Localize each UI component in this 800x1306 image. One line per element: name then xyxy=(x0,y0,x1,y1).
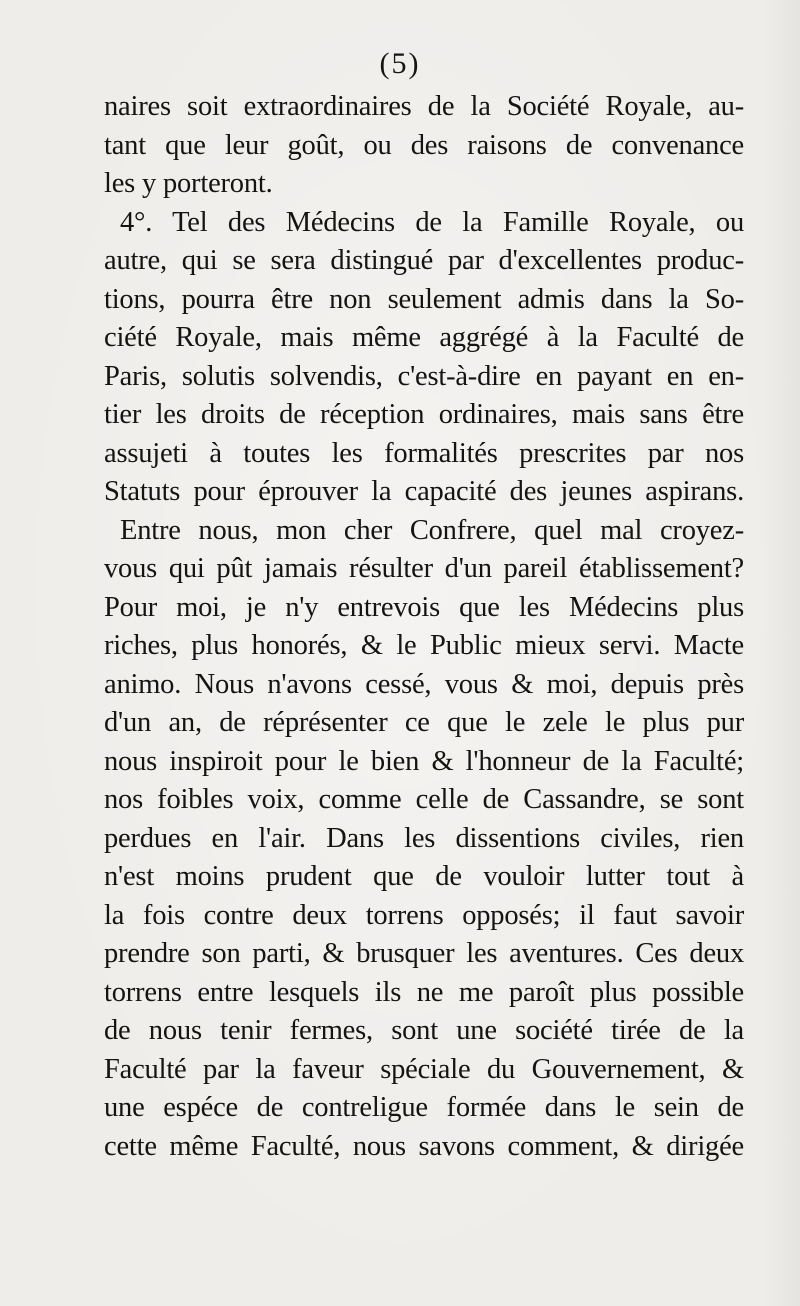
text-line: nous inspiroit pour le bien & l'honneur de la Faculté; xyxy=(104,745,744,777)
page-number: (5) xyxy=(379,47,421,80)
text-line: autre, qui se sera distingué par d'excellentes produc- xyxy=(104,245,744,276)
text-line: Pour moi, je n'y entrevois que les Médecins plus xyxy=(104,591,744,623)
text-line: nos foibles voix, comme celle de Cassandre, se sont xyxy=(104,784,744,815)
text-line: les y porteront. xyxy=(104,168,273,199)
text-line: 4°. Tel des Médecins de la Famille Royale, ou xyxy=(120,206,744,238)
text-line: tant que leur goût, ou des raisons de convenance xyxy=(104,129,744,161)
text-line: animo. Nous n'avons cessé, vous & moi, depuis près xyxy=(104,668,744,700)
text-line: une espéce de contreligue formée dans le sein de xyxy=(104,1092,744,1123)
text-line: de nous tenir fermes, sont une société tirée de la xyxy=(104,1015,744,1046)
text-line: d'un an, de réprésenter ce que le zele le plus pur xyxy=(104,707,744,738)
text-line: naires soit extraordinaires de la Société Royale, au- xyxy=(104,91,744,122)
text-line: Faculté par la faveur spéciale du Gouvernement, & xyxy=(104,1053,744,1085)
text-line: torrens entre lesquels ils ne me paroît plus possible xyxy=(104,976,744,1008)
text-line: vous qui pût jamais résulter d'un pareil établissement? xyxy=(104,553,744,584)
text-line: tier les droits de réception ordinaires, mais sans être xyxy=(104,399,744,430)
text-line: assujeti à toutes les formalités prescrites par nos xyxy=(104,437,744,469)
text-line: Entre nous, mon cher Confrere, quel mal croyez- xyxy=(120,514,744,546)
page-edge-shadow xyxy=(762,0,800,1306)
text-line: Statuts pour éprouver la capacité des jeunes aspirans. xyxy=(104,476,744,507)
text-line: perdues en l'air. Dans les dissentions civiles, rien xyxy=(104,822,744,854)
text-line: la fois contre deux torrens opposés; il faut savoir xyxy=(104,899,744,931)
text-line: cette même Faculté, nous savons comment, & dirigée xyxy=(104,1130,744,1162)
text-line: Paris, solutis solvendis, c'est-à-dire en payant en en- xyxy=(104,360,744,392)
body-text xyxy=(104,88,744,1166)
text-line: n'est moins prudent que de vouloir lutter tout à xyxy=(104,861,744,892)
text-line: riches, plus honorés, & le Public mieux servi. Macte xyxy=(104,630,744,661)
text-line: ciété Royale, mais même aggrégé à la Faculté de xyxy=(104,322,744,353)
text-line: prendre son parti, & brusquer les aventures. Ces deux xyxy=(104,938,744,969)
text-line: tions, pourra être non seulement admis dans la So- xyxy=(104,283,744,315)
